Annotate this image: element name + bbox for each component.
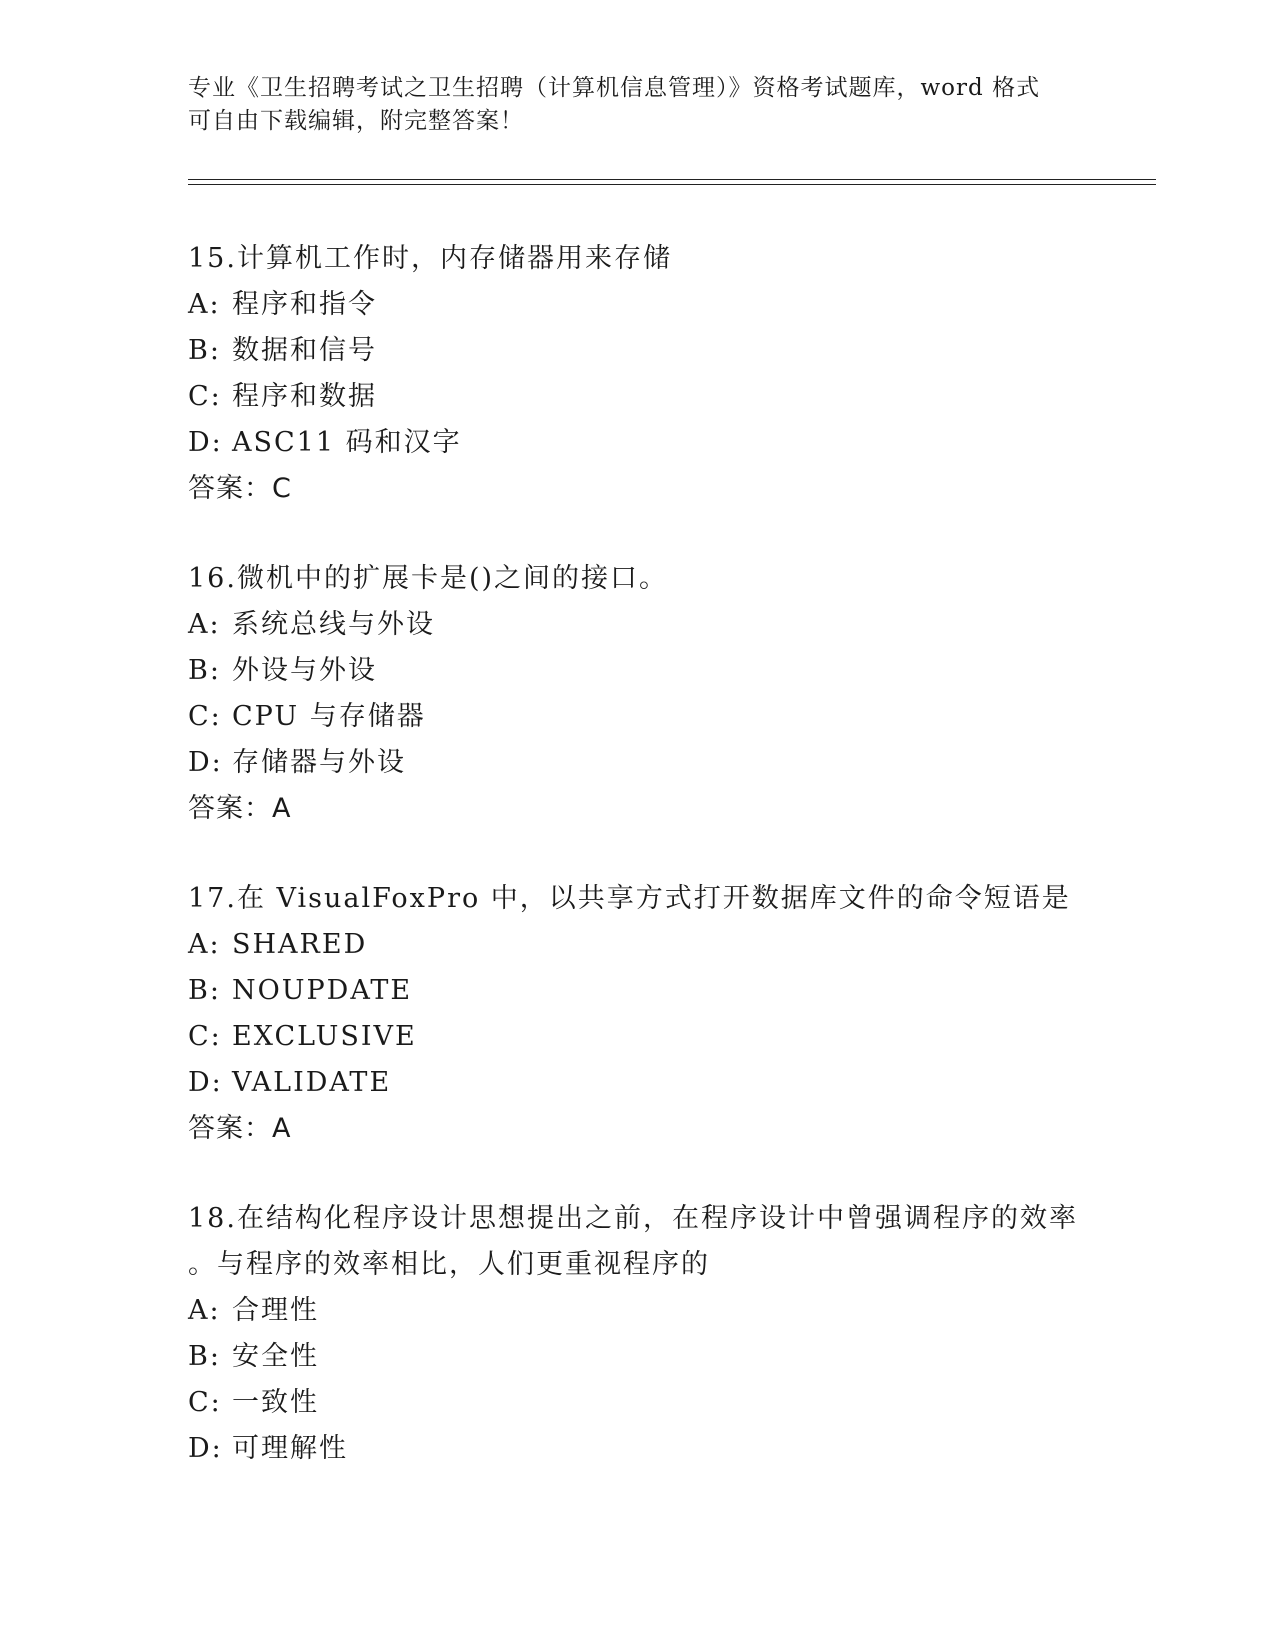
- option-b: [188, 968, 1088, 1014]
- option-text: 可理解性: [232, 1433, 348, 1464]
- option-text: 安全性: [232, 1341, 319, 1372]
- option-text: SHARED: [232, 929, 368, 960]
- question-17: [188, 876, 1088, 1152]
- option-b: [188, 328, 1088, 374]
- option-key: B:: [188, 975, 221, 1006]
- question-stem: [188, 1196, 1088, 1288]
- option-text: ASC11 码和汉字: [232, 427, 462, 458]
- option-key: A:: [188, 289, 221, 320]
- option-key: A:: [188, 929, 221, 960]
- question-stem: [188, 236, 1088, 282]
- header-line-2: 可自由下载编辑，附完整答案！: [188, 108, 524, 134]
- question-18: [188, 1196, 1088, 1472]
- option-key: C:: [188, 701, 222, 732]
- option-text: 程序和指令: [232, 289, 377, 320]
- question-stem-line: 18.在结构化程序设计思想提出之前，在程序设计中曾强调程序的效率: [188, 1203, 1078, 1234]
- option-key: C:: [188, 1387, 222, 1418]
- option-d: [188, 1426, 1088, 1472]
- option-text: 程序和数据: [232, 381, 377, 412]
- option-key: D:: [188, 747, 223, 778]
- question-stem: [188, 876, 1088, 922]
- option-text: EXCLUSIVE: [232, 1021, 417, 1052]
- option-key: B:: [188, 1341, 221, 1372]
- option-key: D:: [188, 427, 223, 458]
- option-c: [188, 1014, 1088, 1060]
- document-header: [188, 72, 1088, 138]
- option-key: A:: [188, 1295, 221, 1326]
- option-text: 一致性: [232, 1387, 319, 1418]
- option-key: C:: [188, 1021, 222, 1052]
- option-c: [188, 694, 1088, 740]
- answer-line: 答案：A: [188, 1113, 292, 1144]
- question-stem-line: 16.微机中的扩展卡是()之间的接口。: [188, 563, 669, 594]
- option-text: 存储器与外设: [232, 747, 406, 778]
- option-key: A:: [188, 609, 221, 640]
- question-stem-line: 17.在 VisualFoxPro 中，以共享方式打开数据库文件的命令短语是: [188, 883, 1071, 914]
- option-text: 合理性: [232, 1295, 319, 1326]
- question-stem-line: 。与程序的效率相比，人们更重视程序的: [188, 1249, 710, 1280]
- option-key: D:: [188, 1433, 223, 1464]
- option-c: [188, 374, 1088, 420]
- option-a: [188, 602, 1088, 648]
- option-text: 外设与外设: [232, 655, 377, 686]
- option-text: CPU 与存储器: [232, 701, 426, 732]
- answer-line: 答案：C: [188, 473, 292, 504]
- option-a: [188, 282, 1088, 328]
- header-line-1: 专业《卫生招聘考试之卫生招聘（计算机信息管理）》资格考试题库，word 格式: [188, 75, 1041, 101]
- option-key: B:: [188, 655, 221, 686]
- question-15: [188, 236, 1088, 512]
- question-stem-line: 15.计算机工作时，内存储器用来存储: [188, 243, 672, 274]
- answer-line: 答案：A: [188, 793, 292, 824]
- option-text: VALIDATE: [232, 1067, 392, 1098]
- option-text: 数据和信号: [232, 335, 377, 366]
- option-key: C:: [188, 381, 222, 412]
- option-text: NOUPDATE: [232, 975, 413, 1006]
- option-d: [188, 740, 1088, 786]
- question-stem: [188, 556, 1088, 602]
- option-text: 系统总线与外设: [232, 609, 435, 640]
- option-d: [188, 420, 1088, 466]
- option-a: [188, 922, 1088, 968]
- option-key: D:: [188, 1067, 223, 1098]
- option-b: [188, 1334, 1088, 1380]
- option-key: B:: [188, 335, 221, 366]
- option-c: [188, 1380, 1088, 1426]
- question-16: [188, 556, 1088, 832]
- header-divider-top: [188, 179, 1156, 180]
- option-a: [188, 1288, 1088, 1334]
- option-d: [188, 1060, 1088, 1106]
- header-divider-bottom: [188, 184, 1156, 185]
- option-b: [188, 648, 1088, 694]
